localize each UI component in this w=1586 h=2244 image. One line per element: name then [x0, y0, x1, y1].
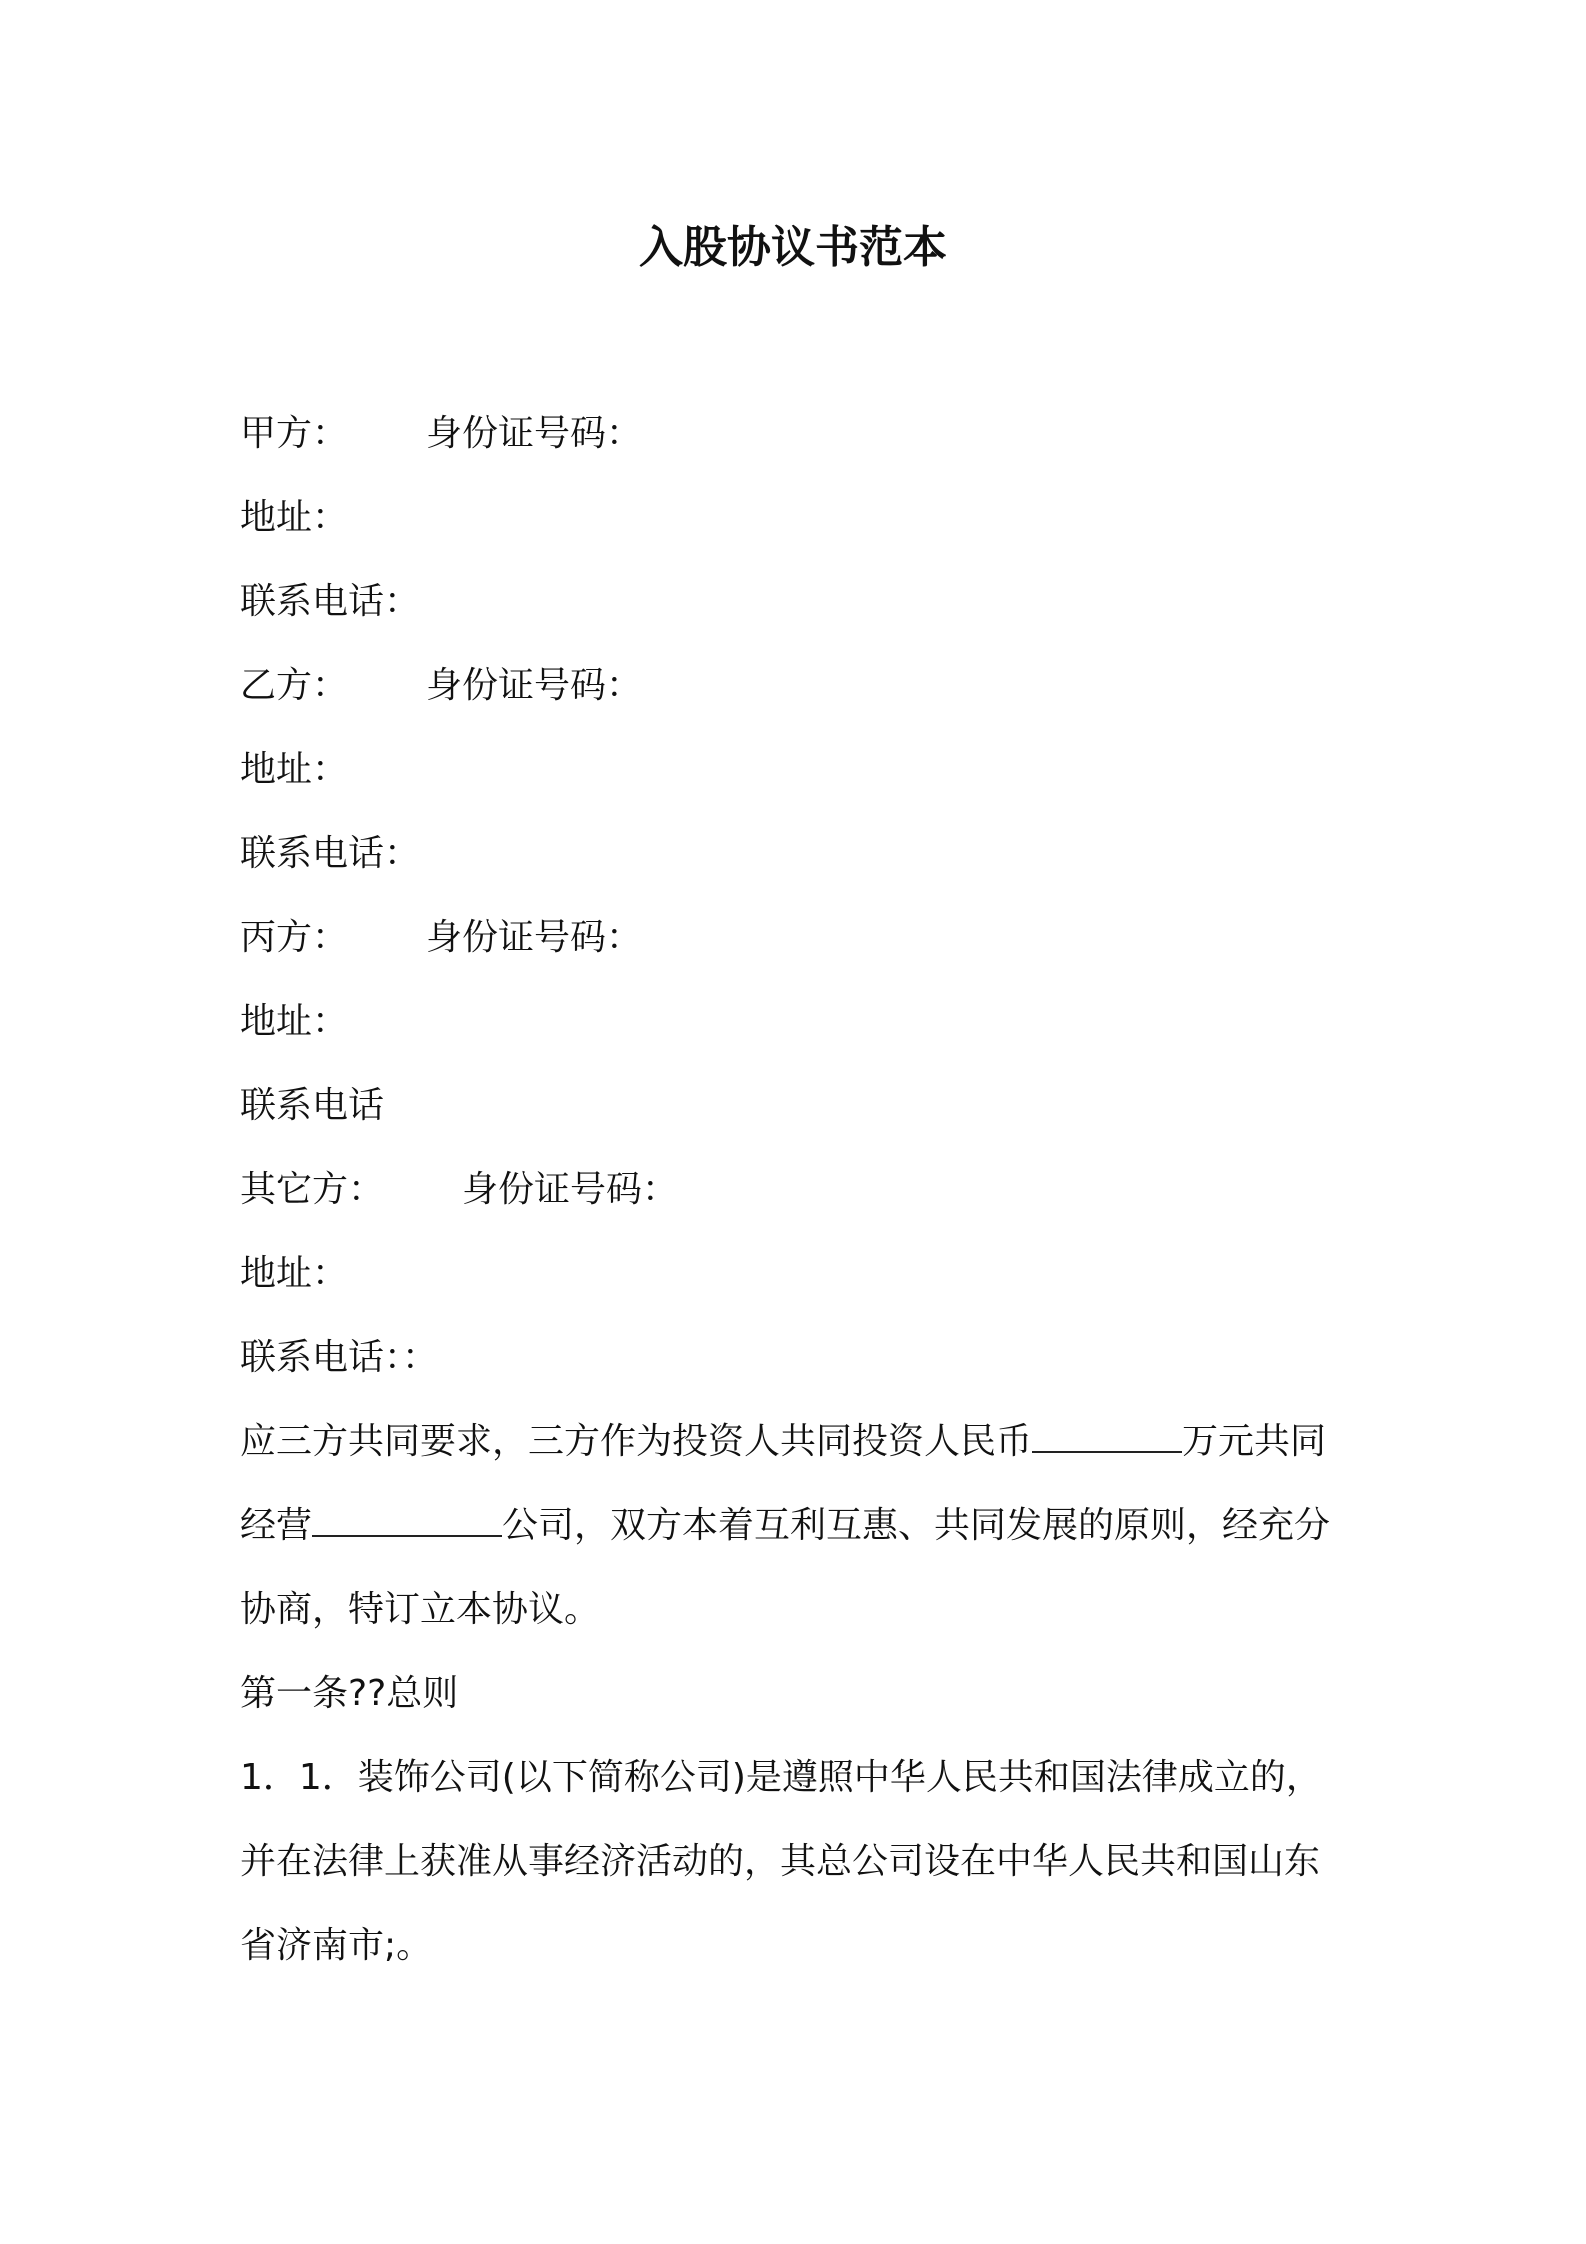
party-b-line	[240, 661, 642, 711]
document-title: 入股协议书范本	[639, 222, 947, 273]
preamble-text-1b: 万元共同	[1182, 1421, 1327, 1462]
party-a-phone: 联系电话：	[240, 581, 421, 622]
party-other-phone: 联系电话：：	[240, 1337, 439, 1378]
party-b-label: 乙方：	[240, 665, 349, 706]
party-a-line	[240, 409, 642, 459]
party-c-id-label: 身份证号码：	[426, 917, 643, 958]
preamble-text-2b: 公司，双方本着互利互惠、共同发展的原则，经充分	[502, 1505, 1331, 1546]
preamble-text-1a: 应三方共同要求，三方作为投资人共同投资人民币	[240, 1421, 1033, 1462]
party-a-label: 甲方：	[240, 413, 349, 454]
party-c-phone: 联系电话	[240, 1085, 385, 1126]
party-other-line	[240, 1165, 678, 1215]
party-b-address: 地址：	[240, 749, 349, 790]
party-c-address: 地址：	[240, 1001, 349, 1042]
party-a-id-label: 身份证号码：	[426, 413, 643, 454]
clause-1-1-line-3: 省济南市;。	[240, 1925, 433, 1966]
party-c-label: 丙方：	[240, 917, 349, 958]
party-other-address: 地址：	[240, 1253, 349, 1294]
party-other-label: 其它方：	[240, 1169, 385, 1210]
company-name-blank	[312, 1501, 502, 1537]
party-c-line	[240, 913, 642, 963]
party-a-address: 地址：	[240, 497, 349, 538]
party-b-id-label: 身份证号码：	[426, 665, 643, 706]
investment-amount-blank	[1032, 1417, 1182, 1453]
clause-1-1-line-2: 并在法律上获准从事经济活动的，其总公司设在中华人民共和国山东	[240, 1841, 1321, 1882]
clause-1-1-line-1: 1．1．装饰公司(以下简称公司)是遵照中华人民共和国法律成立的，	[240, 1757, 1322, 1798]
preamble-line-3: 协商，特订立本协议。	[240, 1589, 601, 1630]
article-1-heading: 第一条??总则	[240, 1673, 459, 1714]
preamble-line-2	[240, 1501, 1330, 1551]
party-b-phone: 联系电话：	[240, 833, 421, 874]
preamble-text-2a: 经营	[240, 1505, 313, 1546]
party-other-id-label: 身份证号码：	[462, 1169, 679, 1210]
preamble-line-1	[240, 1417, 1326, 1467]
